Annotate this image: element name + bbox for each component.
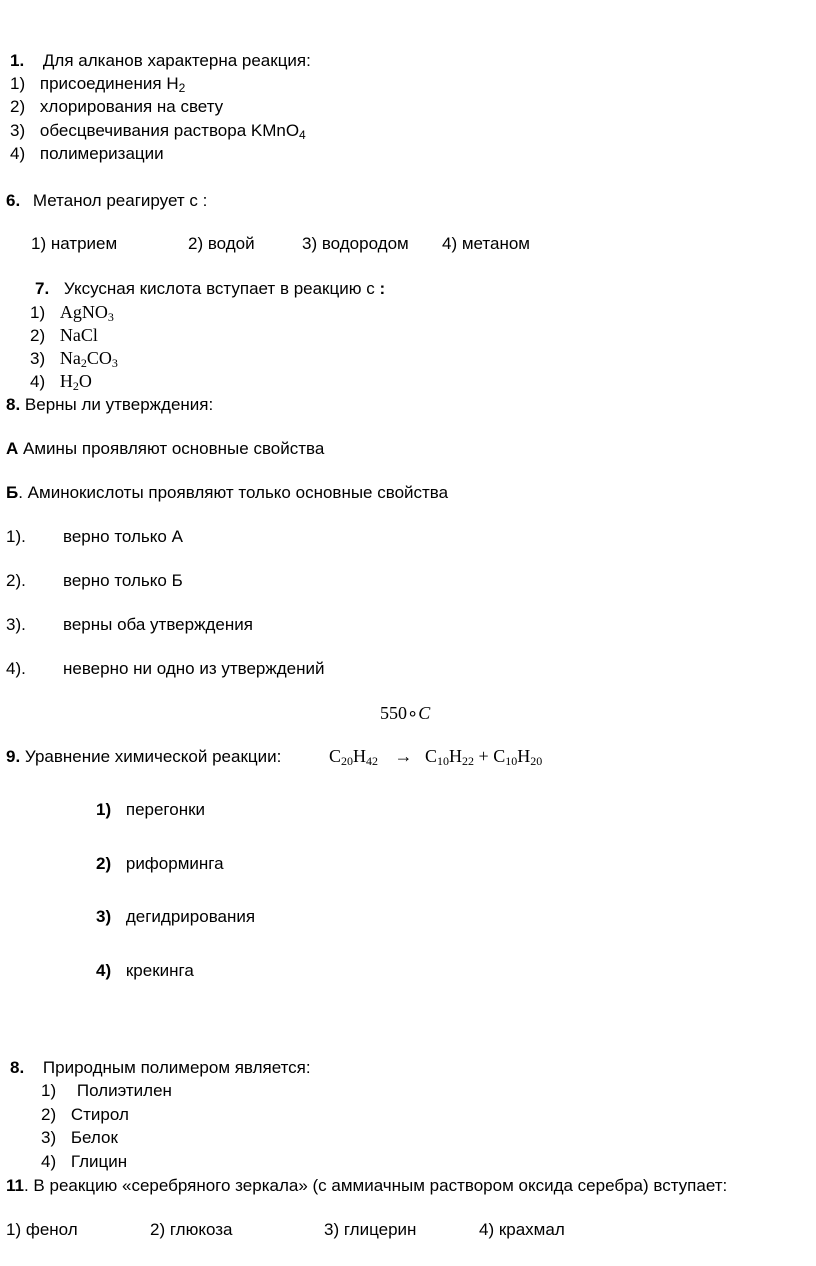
q6-option-4: 4) метаном [442, 234, 530, 253]
q6-option-3: 3) водородом [302, 234, 409, 253]
q8b-text: Природным полимером является: [42, 1058, 311, 1077]
q11-option-1: 1) фенол [6, 1220, 78, 1239]
q7-option-3 [30, 348, 118, 373]
statement-letter: А [6, 439, 19, 458]
q11-option-3: 3) глицерин [324, 1220, 417, 1239]
condition-value: 550 [380, 703, 407, 723]
q11-line [6, 1176, 727, 1196]
option-text: Белок [70, 1128, 118, 1147]
q9-line [6, 747, 281, 767]
q8a-statement-b [6, 483, 448, 503]
option-text: хлорирования на свету [39, 97, 224, 116]
q11-option-2: 2) глюкоза [150, 1220, 233, 1239]
reaction-equation: $C_{20}H_{42} \to C_{10}H_{22} + C_{10}H_{20}$ [329, 746, 543, 768]
option-text: перегонки [125, 800, 206, 819]
option-text: верно только Б [63, 571, 183, 590]
q1-option-2 [10, 97, 223, 117]
statement-text: Амины проявляют основные свойства [23, 439, 325, 458]
option-text: Полиэтилен [76, 1081, 172, 1100]
q8a-option-2 [6, 571, 183, 591]
q1-option-1 [10, 74, 185, 98]
q8a-number: 8. [6, 395, 21, 414]
q8b-number: 8. [10, 1058, 25, 1077]
option-number: 1) [30, 303, 46, 322]
q1-text: Для алканов характерна реакция: [42, 51, 311, 70]
q7-line [35, 279, 385, 299]
q8a-text: Верны ли утверждения: [24, 395, 214, 414]
arrow-icon: → [394, 746, 413, 766]
q6-option-2: 2) водой [188, 234, 255, 253]
option-number: 4) [30, 372, 46, 391]
option-text: крекинга [125, 961, 194, 980]
q7-option-2 [30, 325, 98, 346]
q1-option-3 [10, 121, 306, 145]
q11-text: . В реакцию «серебряного зеркала» (с аммиачным раствором оксида серебра) вступает: [23, 1176, 728, 1195]
q6-option-1: 1) натрием [31, 234, 118, 253]
option-formula: $Na_2CO_3$ [59, 348, 118, 370]
subscript: 2 [178, 81, 186, 95]
q8a-option-4 [6, 659, 325, 679]
q8b-option-3 [41, 1128, 118, 1148]
q9-text: Уравнение химической реакции: [24, 747, 282, 766]
q11-option-4: 4) крахмал [479, 1220, 565, 1239]
option-text: верны оба утверждения [63, 615, 253, 634]
option-number: 2) [41, 1105, 57, 1124]
q7-text: Уксусная кислота вступает в реакцию с [63, 279, 375, 298]
option-number: 4) [41, 1152, 57, 1171]
q7-option-1 [30, 302, 114, 327]
option-number: 2) [10, 97, 26, 116]
condition-unit: C [418, 703, 431, 723]
q1-line [10, 51, 311, 71]
q9-option-4 [96, 961, 194, 981]
q6-line [6, 191, 207, 211]
q9-option-2 [96, 854, 224, 874]
option-number: 1) [10, 74, 26, 93]
option-text: Стирол [70, 1105, 129, 1124]
statement-letter: Б [6, 483, 19, 502]
option-number: 1). [6, 527, 26, 546]
q8b-line [10, 1058, 311, 1078]
q9-option-3 [96, 907, 255, 927]
option-text: полимеризации [39, 144, 164, 163]
q9-option-1 [96, 800, 205, 820]
option-text: дегидрирования [125, 907, 256, 926]
option-number: 1) [41, 1081, 57, 1100]
option-number: 1) [96, 800, 112, 819]
option-formula: AgNO$_3$ [59, 302, 114, 324]
q6-text: Метанол реагирует с : [32, 191, 208, 210]
reaction-condition [380, 703, 430, 723]
subscript: 4 [299, 128, 306, 142]
option-number: 4). [6, 659, 26, 678]
option-formula: NaCl [59, 325, 98, 345]
q7-option-4 [30, 371, 92, 396]
option-text: присоединения H [39, 74, 179, 93]
q8b-option-4 [41, 1152, 127, 1172]
q11-number: 11 [6, 1176, 24, 1195]
option-text: верно только А [63, 527, 183, 546]
q1-number: 1. [10, 51, 25, 70]
degree-symbol: ∘ [407, 703, 419, 723]
q8b-option-2 [41, 1105, 129, 1125]
q6-number: 6. [6, 191, 21, 210]
option-number: 2). [6, 571, 26, 590]
option-number: 4) [96, 961, 112, 980]
q8a-statement-a [6, 439, 324, 459]
option-number: 3) [10, 121, 26, 140]
option-number: 3). [6, 615, 26, 634]
q8a-option-3 [6, 615, 253, 635]
option-text: Глицин [70, 1152, 128, 1171]
q9-number: 9. [6, 747, 21, 766]
q1-option-4 [10, 144, 164, 164]
option-number: 2) [30, 326, 46, 345]
option-formula: $H_2O$ [59, 371, 92, 393]
option-text: неверно ни одно из утверждений [63, 659, 325, 678]
option-text: обесцвечивания раствора KMnO [39, 121, 300, 140]
option-number: 2) [96, 854, 112, 873]
q8b-option-1 [41, 1081, 172, 1101]
option-text: риформинга [125, 854, 224, 873]
q8a-line [6, 395, 213, 415]
q7-colon: : [379, 279, 386, 298]
option-number: 3) [30, 349, 46, 368]
option-number: 3) [41, 1128, 57, 1147]
q8a-option-1 [6, 527, 183, 547]
statement-text: . Аминокислоты проявляют только основные свойства [18, 483, 449, 502]
option-number: 4) [10, 144, 26, 163]
option-number: 3) [96, 907, 112, 926]
q7-number: 7. [35, 279, 50, 298]
